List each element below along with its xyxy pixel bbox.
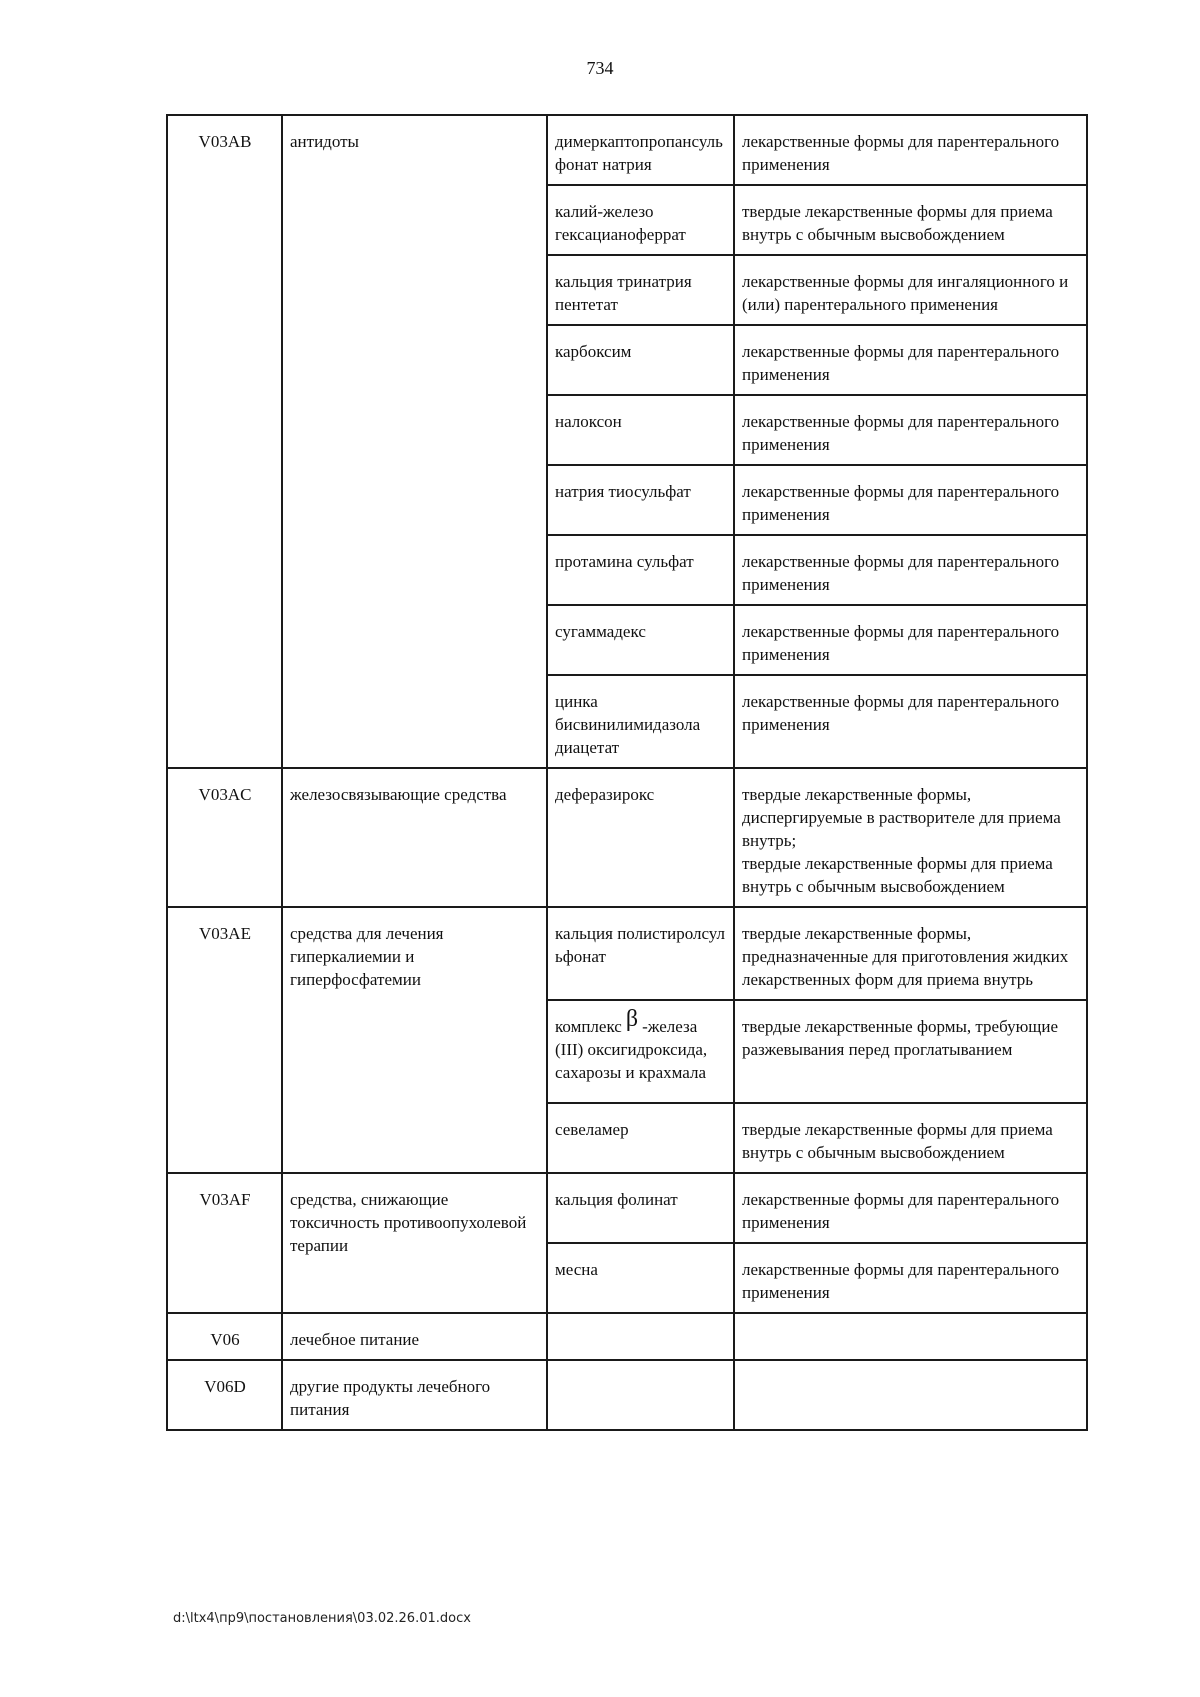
atc-code: V03AF (167, 1173, 282, 1313)
dosage-form: лекарственные формы для ингаляционного и (или) парентерального применения (734, 255, 1087, 325)
dosage-form: лекарственные формы для парентерального применения (734, 1243, 1087, 1313)
atc-code: V06D (167, 1360, 282, 1430)
drug-name-empty (547, 1360, 734, 1430)
atc-group: железосвязывающие средства (282, 768, 547, 907)
drug-name: месна (547, 1243, 734, 1313)
dosage-form: лекарственные формы для парентерального применения (734, 395, 1087, 465)
beta-symbol: β (625, 1006, 639, 1032)
table-row (167, 1173, 1087, 1243)
dosage-form: лекарственные формы для парентерального применения (734, 1173, 1087, 1243)
table-row (167, 907, 1087, 1000)
dosage-form: лекарственные формы для парентерального применения (734, 325, 1087, 395)
dosage-form: лекарственные формы для парентерального применения (734, 115, 1087, 185)
drug-table (166, 114, 1088, 1431)
drug-name: кальция полистиролсульфонат (547, 907, 734, 1000)
dosage-form-empty (734, 1360, 1087, 1430)
drug-name-empty (547, 1313, 734, 1360)
dosage-form: лекарственные формы для парентерального применения (734, 535, 1087, 605)
atc-code: V03AB (167, 115, 282, 768)
atc-code: V03AE (167, 907, 282, 1173)
drug-name: севеламер (547, 1103, 734, 1173)
drug-name: карбоксим (547, 325, 734, 395)
table-row (167, 115, 1087, 185)
drug-name: налоксон (547, 395, 734, 465)
atc-group: другие продукты лечебного питания (282, 1360, 547, 1430)
drug-name: цинка бисвинилимидазола диацетат (547, 675, 734, 768)
atc-code: V06 (167, 1313, 282, 1360)
drug-name: деферазирокс (547, 768, 734, 907)
dosage-form: лекарственные формы для парентерального применения (734, 605, 1087, 675)
table-row (167, 768, 1087, 907)
drug-name (547, 1000, 734, 1103)
drug-name: димеркаптопропансульфонат натрия (547, 115, 734, 185)
drug-name: сугаммадекс (547, 605, 734, 675)
atc-group: лечебное питание (282, 1313, 547, 1360)
dosage-form: лекарственные формы для парентерального применения (734, 465, 1087, 535)
page-number: 734 (586, 58, 614, 78)
dosage-form: лекарственные формы для парентерального применения (734, 675, 1087, 768)
dosage-form: твердые лекарственные формы, предназначенные для приготовления жидких лекарственных форм для приема внутрь (734, 907, 1087, 1000)
atc-group: средства для лечения гиперкалиемии и гиперфосфатемии (282, 907, 547, 1173)
dosage-form: твердые лекарственные формы для приема внутрь с обычным высвобождением (734, 185, 1087, 255)
drug-name: калий-железо гексацианоферрат (547, 185, 734, 255)
drug-name: кальция фолинат (547, 1173, 734, 1243)
drug-name: кальция тринатрия пентетат (547, 255, 734, 325)
table-row (167, 1313, 1087, 1360)
atc-code: V03AC (167, 768, 282, 907)
atc-group: антидоты (282, 115, 547, 768)
drug-name: натрия тиосульфат (547, 465, 734, 535)
atc-group: средства, снижающие токсичность противоопухолевой терапии (282, 1173, 547, 1313)
dosage-form-line: твердые лекарственные формы, диспергируемые в растворителе для приема внутрь; (742, 785, 1061, 850)
dosage-form-line: твердые лекарственные формы для приема внутрь с обычным высвобождением (742, 854, 1053, 896)
table-row (167, 1360, 1087, 1430)
dosage-form: твердые лекарственные формы, требующие разжевывания перед проглатыванием (734, 1000, 1087, 1103)
drug-name: протамина сульфат (547, 535, 734, 605)
drug-name-prefix: комплекс (555, 1017, 622, 1036)
footer-file-path: d:\ltx4\пр9\постановления\03.02.26.01.docx (173, 1611, 471, 1626)
dosage-form (734, 768, 1087, 907)
dosage-form-empty (734, 1313, 1087, 1360)
dosage-form: твердые лекарственные формы для приема внутрь с обычным высвобождением (734, 1103, 1087, 1173)
drug-name-suffix: -железа (III) оксигидроксида, сахарозы и крахмала (555, 1017, 708, 1082)
